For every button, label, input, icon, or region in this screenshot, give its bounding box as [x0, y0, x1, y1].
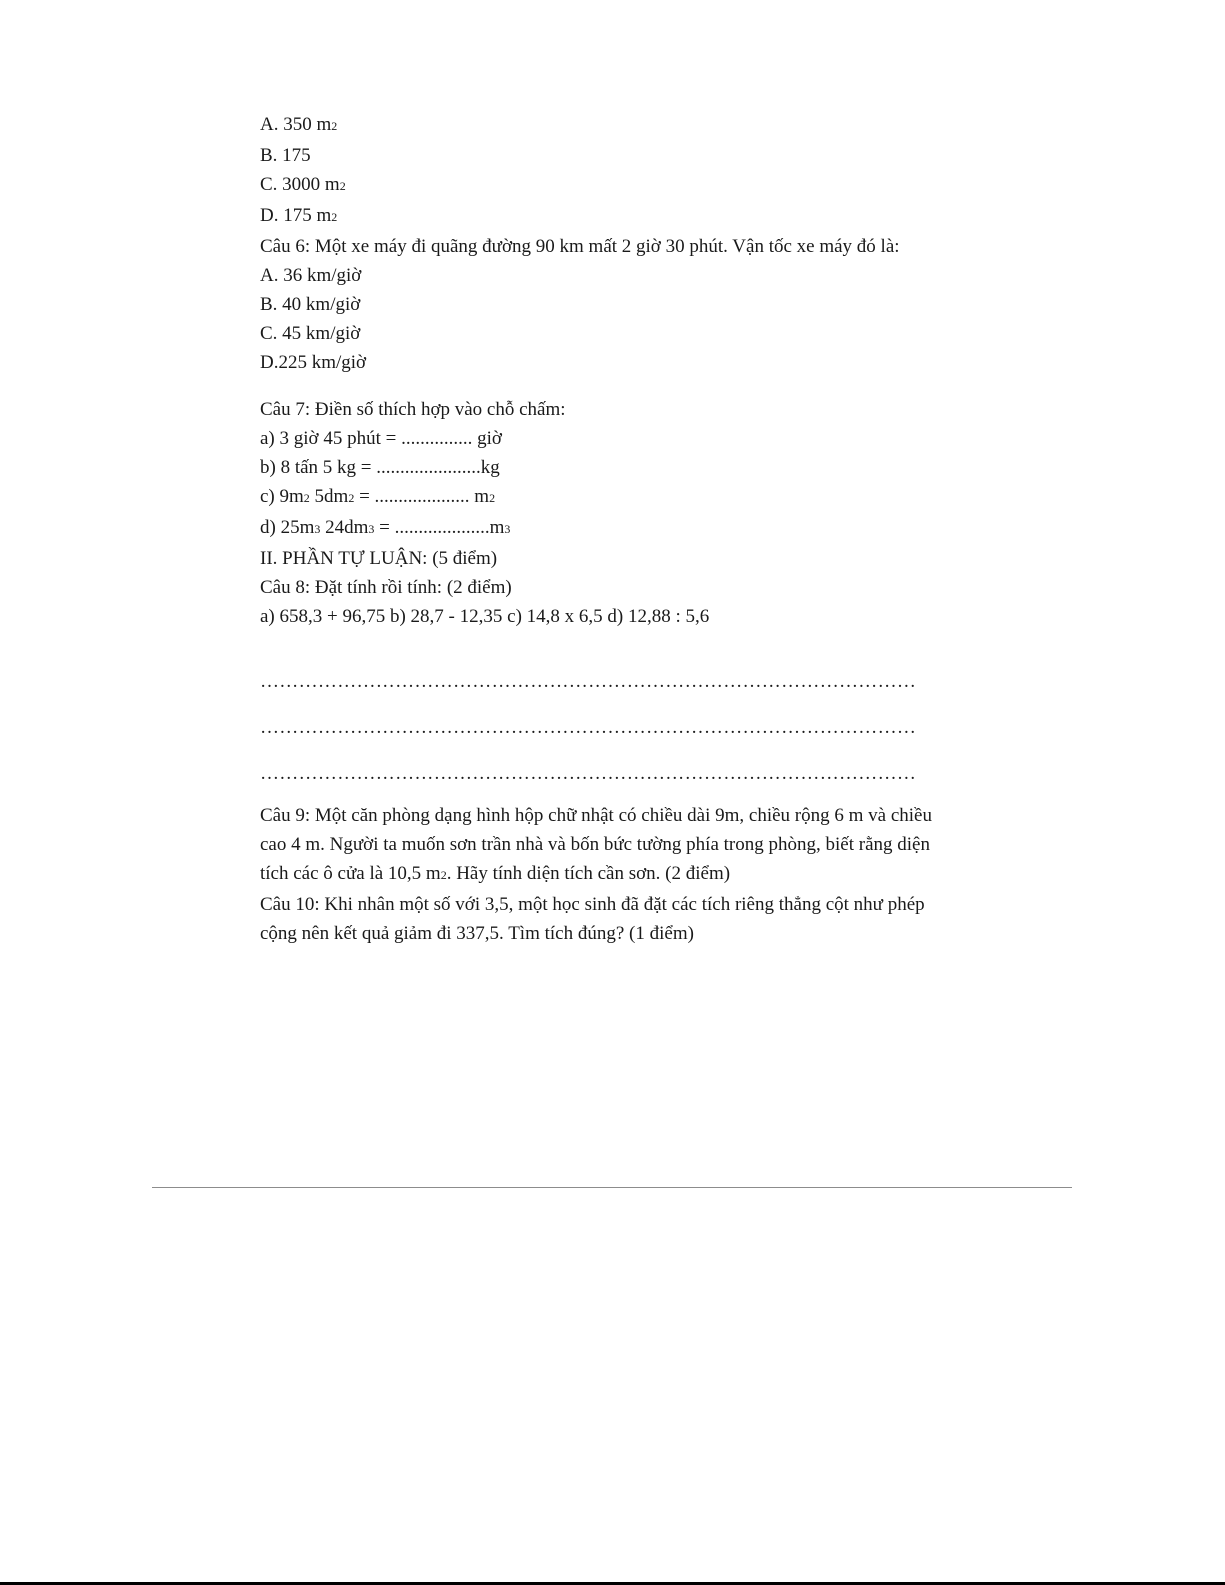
- q7-c-text-1: c) 9m: [260, 486, 304, 507]
- q9-text-2: . Hãy tính diện tích cần sơn. (2 điểm): [446, 863, 731, 884]
- q6-option-c: C. 45 km/giờ: [260, 323, 361, 344]
- q7-c-mark-3: 2: [489, 491, 496, 505]
- q6-option-a: A. 36 km/giờ: [260, 265, 362, 286]
- q5-option-b: B. 175: [260, 145, 311, 166]
- q5-option-d: [260, 201, 980, 232]
- q7-d-text-1: d) 25m: [260, 517, 315, 538]
- page-content: [260, 110, 980, 948]
- q7-item-c: [260, 482, 980, 513]
- q7-item-d: [260, 513, 980, 544]
- q7-c-text-3: = .................... m: [354, 486, 490, 507]
- q8-question: Câu 8: Đặt tính rồi tính: (2 điểm): [260, 577, 512, 598]
- q7-question: Câu 7: Điền số thích hợp vào chỗ chấm:: [260, 399, 566, 420]
- q7-d-text-3: = ....................m: [374, 517, 505, 538]
- q8-items: a) 658,3 + 96,75 b) 28,7 - 12,35 c) 14,8 x 6,5 d) 12,88 : 5,6: [260, 606, 710, 627]
- spacer: [260, 377, 980, 395]
- q5-option-a-unit: 2: [331, 119, 338, 133]
- q9-paragraph: [260, 801, 950, 890]
- answer-dotted-line-3: …………………………………………………………………………………………: [260, 763, 916, 784]
- q7-item-a: a) 3 giờ 45 phút = ............... giờ: [260, 428, 502, 449]
- q5-option-d-text: D. 175 m: [260, 205, 332, 226]
- answer-dotted-line-1: …………………………………………………………………………………………: [260, 671, 916, 692]
- q5-option-a-text: A. 350 m: [260, 114, 332, 135]
- q10-paragraph: Câu 10: Khi nhân một số với 3,5, một học sinh đã đặt các tích riêng thẳng cột như phép cộng nên kết quả giảm đi 337,5. Tìm tích đúng? (1 điểm): [260, 894, 925, 944]
- q7-d-text-2: 24dm: [320, 517, 369, 538]
- q7-item-b: b) 8 tấn 5 kg = ......................kg: [260, 457, 500, 478]
- q6-option-d: D.225 km/giờ: [260, 352, 367, 373]
- q7-d-mark-1: 3: [314, 522, 321, 536]
- q7-d-mark-2: 3: [368, 522, 375, 536]
- page-divider: [152, 1187, 1072, 1188]
- q6-option-b: B. 40 km/giờ: [260, 294, 361, 315]
- q7-c-text-2: 5dm: [309, 486, 349, 507]
- q5-option-d-unit: 2: [331, 210, 338, 224]
- answer-dotted-line-2: …………………………………………………………………………………………: [260, 717, 916, 738]
- q9-text-1: Câu 9: Một căn phòng dạng hình hộp chữ nhật có chiều dài 9m, chiều rộng 6 m và chiều cao 4 m. Người ta muốn sơn trần nhà và bốn bức tường phía trong phòng, biết rằng diện tích các ô cửa là 10,5 m: [260, 805, 932, 884]
- q5-option-c-unit: 2: [339, 179, 346, 193]
- q7-d-mark-3: 3: [504, 522, 511, 536]
- q6-question: Câu 6: Một xe máy đi quãng đường 90 km mất 2 giờ 30 phút. Vận tốc xe máy đó là:: [260, 236, 900, 257]
- q5-option-a: [260, 110, 980, 141]
- section-2-heading: II. PHẦN TỰ LUẬN: (5 điểm): [260, 548, 498, 569]
- spacer: [260, 631, 980, 659]
- q7-c-mark-1: 2: [303, 491, 310, 505]
- q5-option-c: [260, 170, 980, 201]
- q7-c-mark-2: 2: [348, 491, 355, 505]
- q5-option-c-text: C. 3000 m: [260, 174, 340, 195]
- q9-mark: 2: [440, 868, 447, 882]
